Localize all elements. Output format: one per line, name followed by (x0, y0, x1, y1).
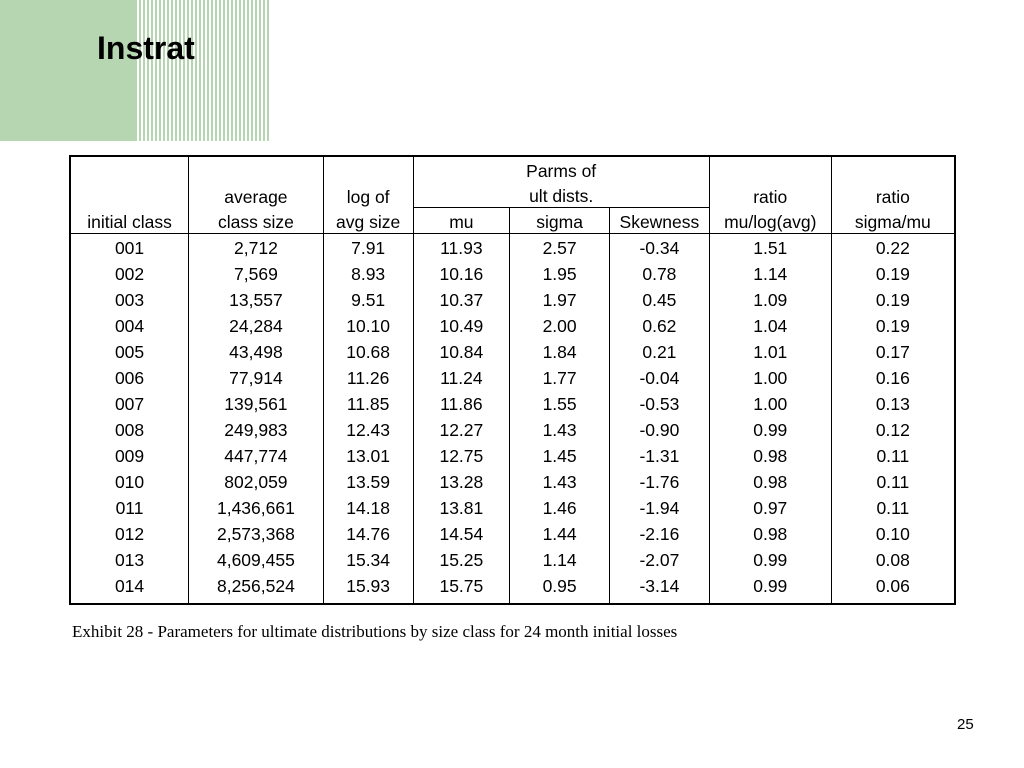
cell-ratio-mu-log: 1.14 (709, 261, 831, 287)
cell-skewness: -0.53 (609, 391, 709, 417)
decorative-striped-pattern (135, 0, 271, 141)
cell-mu: 11.93 (413, 234, 510, 262)
cell-log-avg-size: 11.26 (323, 365, 413, 391)
table-row (70, 469, 955, 495)
header-mu: mu (413, 208, 510, 234)
cell-ratio-sigma-mu: 0.11 (831, 443, 955, 469)
cell-ratio-sigma-mu: 0.19 (831, 287, 955, 313)
cell-average-class-size: 1,436,661 (189, 495, 324, 521)
cell-sigma: 1.84 (510, 339, 610, 365)
cell-initial-class: 014 (70, 573, 189, 604)
cell-sigma: 1.45 (510, 443, 610, 469)
table-row (70, 547, 955, 573)
cell-ratio-mu-log: 0.97 (709, 495, 831, 521)
header-parms-line2: ult dists. (413, 182, 709, 208)
cell-skewness: -1.76 (609, 469, 709, 495)
cell-sigma: 1.43 (510, 417, 610, 443)
header-initial-class: initial class (70, 208, 189, 234)
table-header (70, 156, 955, 234)
cell-skewness: -0.34 (609, 234, 709, 262)
table-row (70, 313, 955, 339)
header-ratio1-line1: ratio (709, 182, 831, 208)
cell-average-class-size: 13,557 (189, 287, 324, 313)
header-row (70, 208, 955, 234)
cell-sigma: 1.43 (510, 469, 610, 495)
cell-log-avg-size: 15.93 (323, 573, 413, 604)
cell-sigma: 0.95 (510, 573, 610, 604)
header-cell-empty (70, 156, 189, 182)
header-row (70, 182, 955, 208)
cell-log-avg-size: 14.76 (323, 521, 413, 547)
cell-mu: 13.81 (413, 495, 510, 521)
cell-skewness: -2.07 (609, 547, 709, 573)
cell-initial-class: 011 (70, 495, 189, 521)
cell-log-avg-size: 10.68 (323, 339, 413, 365)
header-ratio2-line1: ratio (831, 182, 955, 208)
cell-ratio-sigma-mu: 0.19 (831, 313, 955, 339)
cell-initial-class: 010 (70, 469, 189, 495)
cell-mu: 10.37 (413, 287, 510, 313)
table-row (70, 417, 955, 443)
cell-ratio-mu-log: 1.04 (709, 313, 831, 339)
header-cell-empty (70, 182, 189, 208)
cell-ratio-mu-log: 1.00 (709, 391, 831, 417)
table-row (70, 495, 955, 521)
cell-ratio-sigma-mu: 0.19 (831, 261, 955, 287)
table-row (70, 234, 955, 262)
header-average-line1: average (189, 182, 324, 208)
cell-initial-class: 005 (70, 339, 189, 365)
cell-log-avg-size: 15.34 (323, 547, 413, 573)
cell-log-avg-size: 11.85 (323, 391, 413, 417)
cell-average-class-size: 4,609,455 (189, 547, 324, 573)
table-row (70, 261, 955, 287)
parameters-table (69, 155, 956, 605)
cell-ratio-mu-log: 0.98 (709, 521, 831, 547)
cell-initial-class: 013 (70, 547, 189, 573)
cell-sigma: 2.57 (510, 234, 610, 262)
cell-initial-class: 008 (70, 417, 189, 443)
cell-skewness: 0.62 (609, 313, 709, 339)
header-ratio1-line2: mu/log(avg) (709, 208, 831, 234)
page-number: 25 (957, 716, 974, 733)
cell-ratio-mu-log: 0.99 (709, 547, 831, 573)
header-parms-line1: Parms of (413, 156, 709, 182)
cell-mu: 12.75 (413, 443, 510, 469)
header-average-line2: class size (189, 208, 324, 234)
cell-initial-class: 012 (70, 521, 189, 547)
cell-initial-class: 007 (70, 391, 189, 417)
cell-sigma: 1.44 (510, 521, 610, 547)
cell-mu: 12.27 (413, 417, 510, 443)
cell-sigma: 1.55 (510, 391, 610, 417)
cell-log-avg-size: 10.10 (323, 313, 413, 339)
cell-ratio-mu-log: 0.99 (709, 417, 831, 443)
cell-mu: 13.28 (413, 469, 510, 495)
cell-ratio-mu-log: 1.51 (709, 234, 831, 262)
cell-mu: 14.54 (413, 521, 510, 547)
cell-skewness: 0.21 (609, 339, 709, 365)
cell-mu: 10.84 (413, 339, 510, 365)
cell-average-class-size: 77,914 (189, 365, 324, 391)
cell-log-avg-size: 13.59 (323, 469, 413, 495)
cell-ratio-mu-log: 0.99 (709, 573, 831, 604)
cell-skewness: -2.16 (609, 521, 709, 547)
decorative-green-block (0, 0, 135, 141)
cell-ratio-sigma-mu: 0.06 (831, 573, 955, 604)
cell-ratio-sigma-mu: 0.11 (831, 469, 955, 495)
cell-ratio-mu-log: 1.01 (709, 339, 831, 365)
header-cell-empty (189, 156, 324, 182)
cell-ratio-mu-log: 1.09 (709, 287, 831, 313)
cell-ratio-mu-log: 0.98 (709, 443, 831, 469)
cell-average-class-size: 802,059 (189, 469, 324, 495)
cell-sigma: 1.97 (510, 287, 610, 313)
cell-ratio-sigma-mu: 0.17 (831, 339, 955, 365)
table-row (70, 443, 955, 469)
cell-sigma: 1.14 (510, 547, 610, 573)
header-cell-empty (831, 156, 955, 182)
table-row (70, 339, 955, 365)
cell-mu: 10.16 (413, 261, 510, 287)
slide-title: Instrat (97, 30, 195, 66)
cell-sigma: 1.95 (510, 261, 610, 287)
table-row (70, 521, 955, 547)
cell-average-class-size: 2,712 (189, 234, 324, 262)
cell-mu: 11.24 (413, 365, 510, 391)
exhibit-caption: Exhibit 28 - Parameters for ultimate distributions by size class for 24 month initial losses (72, 622, 678, 641)
cell-sigma: 1.77 (510, 365, 610, 391)
table-row (70, 287, 955, 313)
cell-average-class-size: 8,256,524 (189, 573, 324, 604)
cell-skewness: 0.78 (609, 261, 709, 287)
cell-skewness: -1.31 (609, 443, 709, 469)
cell-skewness: 0.45 (609, 287, 709, 313)
cell-average-class-size: 43,498 (189, 339, 324, 365)
cell-ratio-sigma-mu: 0.10 (831, 521, 955, 547)
cell-initial-class: 009 (70, 443, 189, 469)
header-cell-empty (323, 156, 413, 182)
table-body (70, 234, 955, 605)
cell-initial-class: 003 (70, 287, 189, 313)
cell-ratio-sigma-mu: 0.08 (831, 547, 955, 573)
cell-ratio-sigma-mu: 0.16 (831, 365, 955, 391)
cell-skewness: -0.04 (609, 365, 709, 391)
cell-average-class-size: 7,569 (189, 261, 324, 287)
cell-log-avg-size: 9.51 (323, 287, 413, 313)
cell-average-class-size: 249,983 (189, 417, 324, 443)
cell-mu: 15.25 (413, 547, 510, 573)
cell-skewness: -3.14 (609, 573, 709, 604)
cell-skewness: -0.90 (609, 417, 709, 443)
cell-initial-class: 006 (70, 365, 189, 391)
cell-initial-class: 001 (70, 234, 189, 262)
cell-log-avg-size: 7.91 (323, 234, 413, 262)
cell-log-avg-size: 13.01 (323, 443, 413, 469)
cell-average-class-size: 24,284 (189, 313, 324, 339)
table-row (70, 391, 955, 417)
cell-initial-class: 004 (70, 313, 189, 339)
header-ratio2-line2: sigma/mu (831, 208, 955, 234)
cell-log-avg-size: 12.43 (323, 417, 413, 443)
cell-ratio-sigma-mu: 0.11 (831, 495, 955, 521)
cell-ratio-mu-log: 1.00 (709, 365, 831, 391)
cell-sigma: 1.46 (510, 495, 610, 521)
header-row (70, 156, 955, 182)
cell-mu: 10.49 (413, 313, 510, 339)
cell-ratio-mu-log: 0.98 (709, 469, 831, 495)
cell-mu: 11.86 (413, 391, 510, 417)
cell-skewness: -1.94 (609, 495, 709, 521)
header-cell-empty (709, 156, 831, 182)
cell-ratio-sigma-mu: 0.12 (831, 417, 955, 443)
cell-ratio-sigma-mu: 0.13 (831, 391, 955, 417)
table-row (70, 573, 955, 604)
header-sigma: sigma (510, 208, 610, 234)
cell-log-avg-size: 8.93 (323, 261, 413, 287)
cell-average-class-size: 447,774 (189, 443, 324, 469)
cell-average-class-size: 139,561 (189, 391, 324, 417)
cell-sigma: 2.00 (510, 313, 610, 339)
header-skewness: Skewness (609, 208, 709, 234)
header-log-line2: avg size (323, 208, 413, 234)
cell-average-class-size: 2,573,368 (189, 521, 324, 547)
cell-ratio-sigma-mu: 0.22 (831, 234, 955, 262)
cell-mu: 15.75 (413, 573, 510, 604)
cell-log-avg-size: 14.18 (323, 495, 413, 521)
header-log-line1: log of (323, 182, 413, 208)
table-row (70, 365, 955, 391)
cell-initial-class: 002 (70, 261, 189, 287)
